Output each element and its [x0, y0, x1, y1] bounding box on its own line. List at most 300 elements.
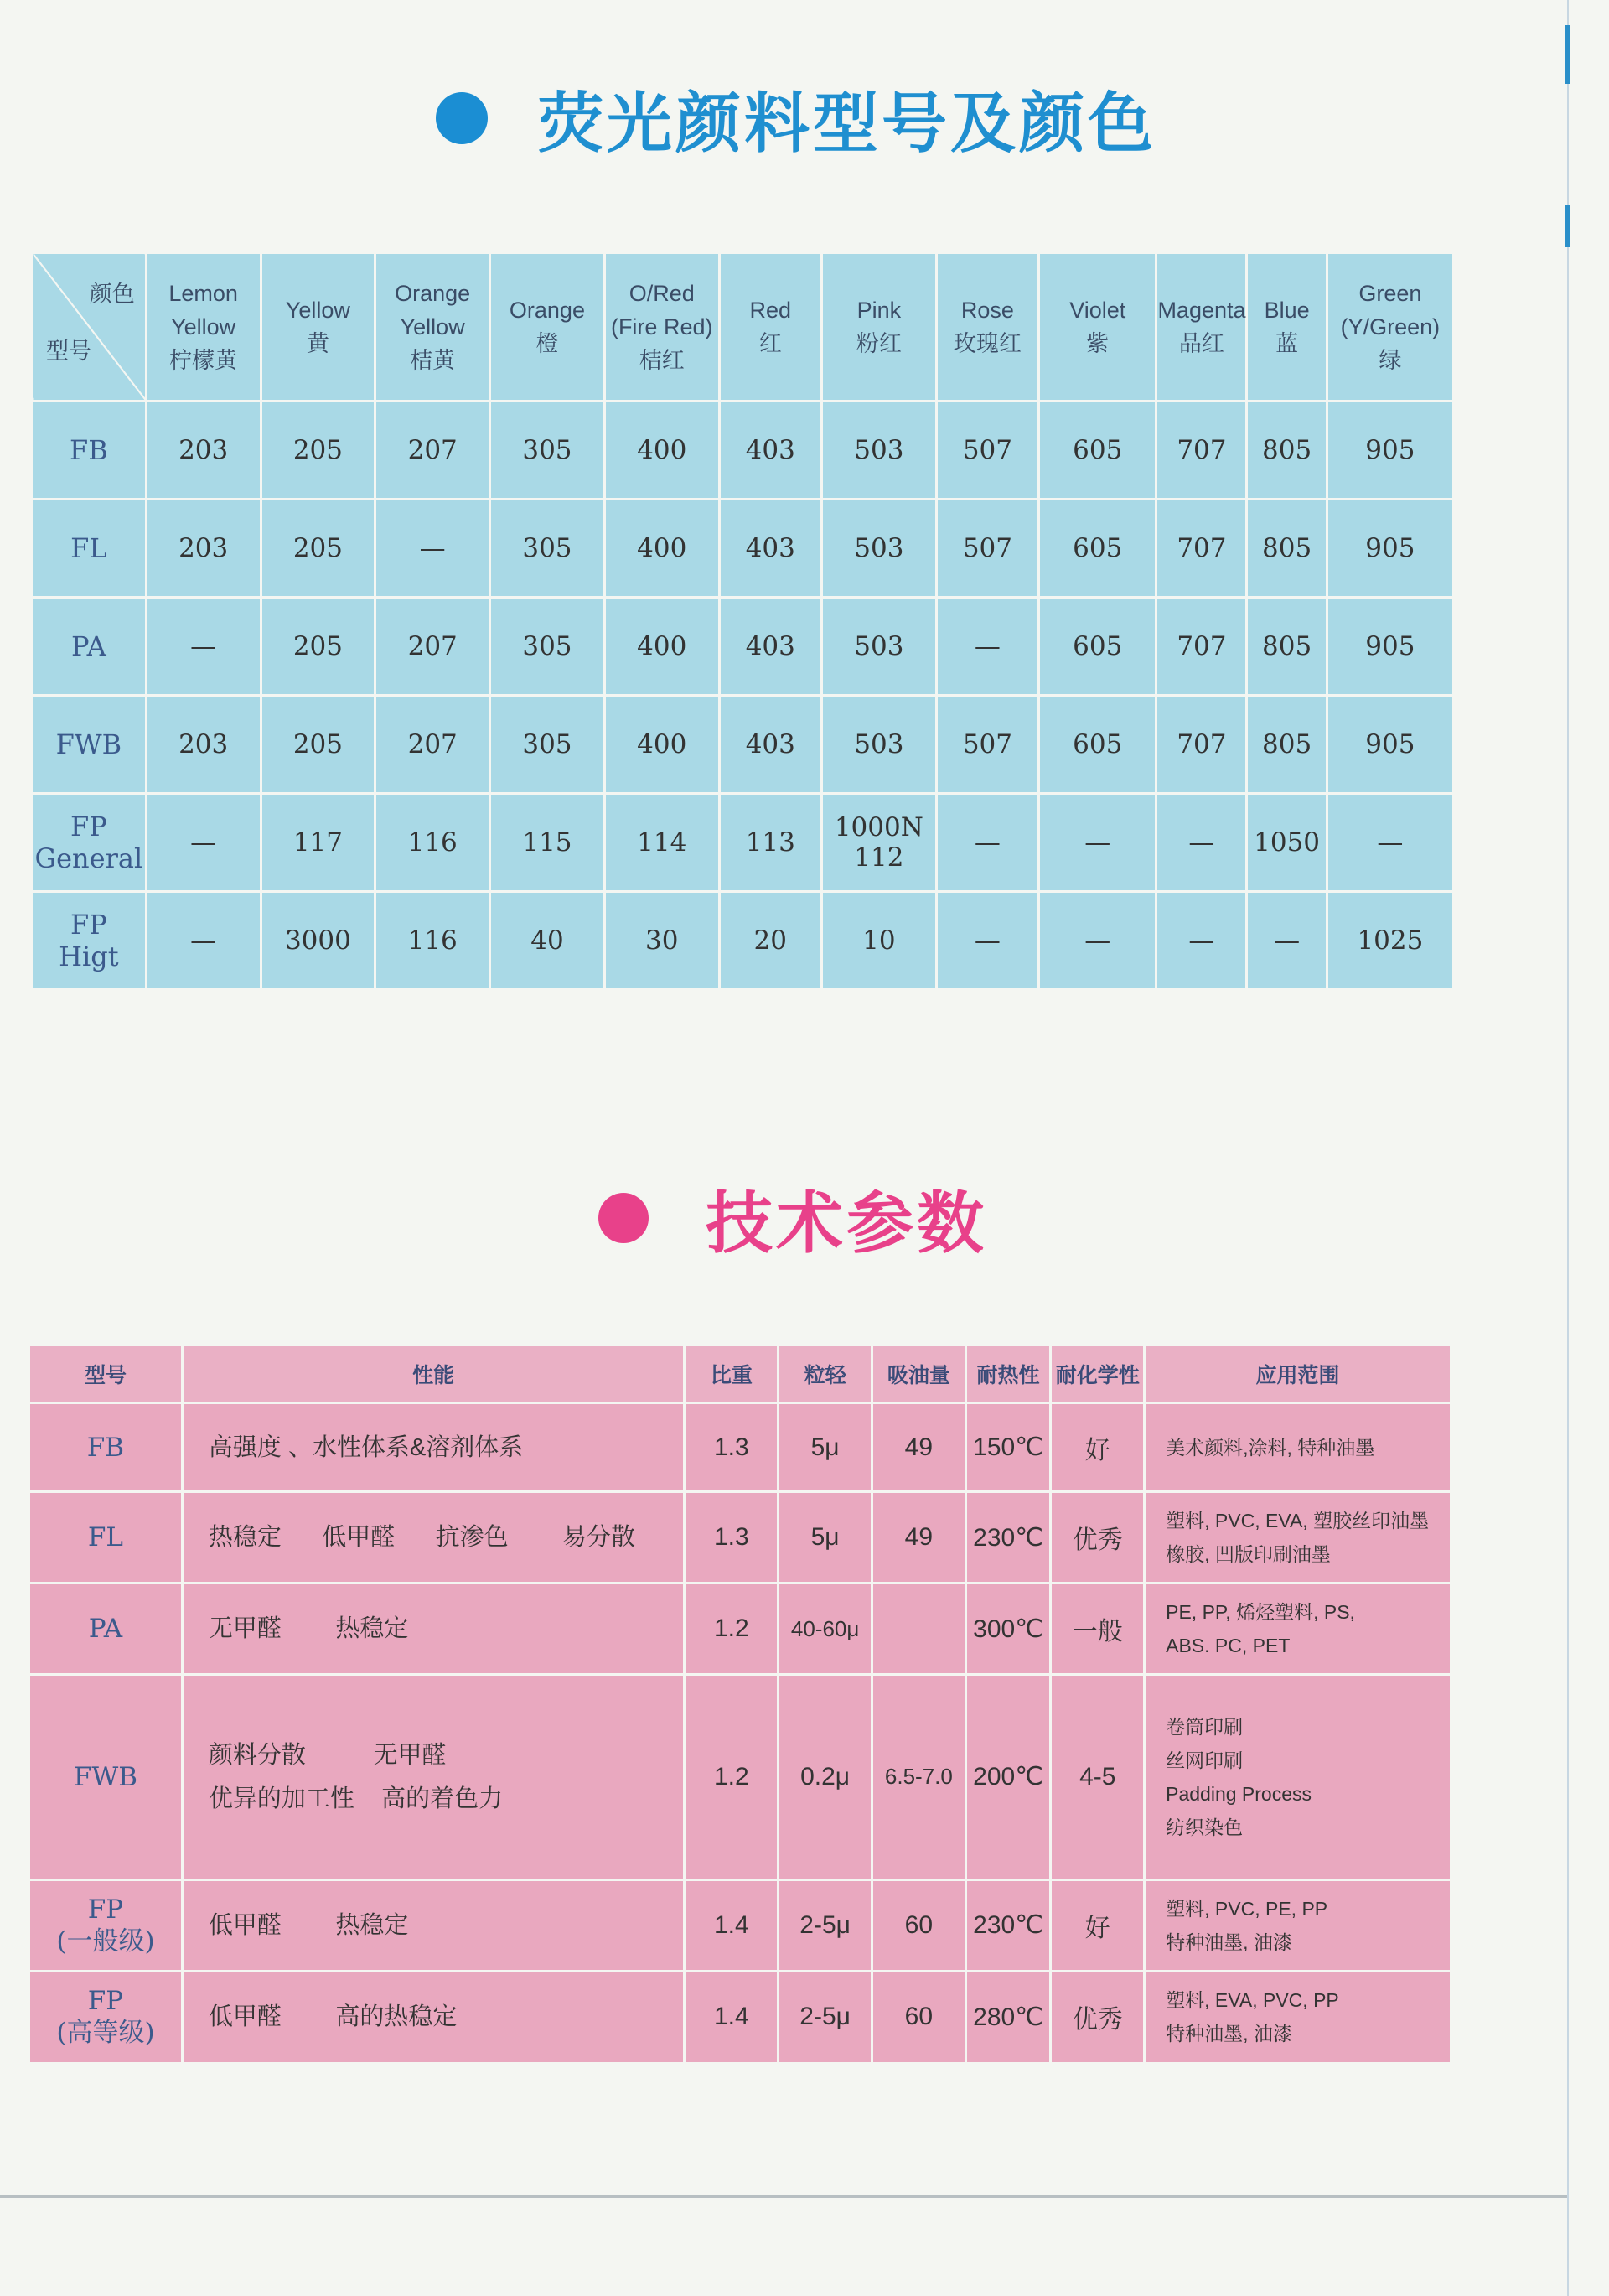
performance-cell: [182, 1583, 685, 1675]
heat-resistance-cell: 200℃: [965, 1675, 1051, 1880]
model-code-cell: [490, 402, 605, 500]
model-code: 205: [292, 435, 343, 465]
density-cell: 1.3: [685, 1492, 779, 1583]
particle-size-cell: 5μ: [779, 1403, 872, 1492]
model-code: 114: [637, 827, 687, 858]
model-label: FB: [86, 1432, 125, 1463]
column-header: 耐热性: [965, 1345, 1051, 1403]
model-code: —: [419, 533, 446, 563]
model-code-cell: [1247, 696, 1327, 794]
oil-absorption-cell: 49: [872, 1403, 965, 1492]
model-code-cell: [1156, 402, 1247, 500]
model-code: 203: [178, 435, 229, 465]
column-header-line: 橙: [535, 331, 559, 356]
model-code-cell: [1039, 696, 1156, 794]
model-code-cell: [1039, 500, 1156, 598]
performance-cell: [182, 1403, 685, 1492]
density-cell: 1.3: [685, 1403, 779, 1492]
chemical-resistance-cell: 优秀: [1051, 1971, 1145, 2063]
model-code-cell: [719, 892, 821, 990]
model-code-cell: [719, 500, 821, 598]
column-header: 性能: [182, 1345, 685, 1403]
model-code-cell: [1327, 892, 1453, 990]
performance-line: 低甲醛 热稳定: [208, 1911, 409, 1939]
model-code-cell: [1247, 892, 1327, 990]
model-code: 503: [854, 533, 904, 563]
model-code: 605: [1073, 729, 1123, 759]
model-code-cell: [146, 696, 261, 794]
model-code: 503: [854, 631, 904, 661]
column-header: 耐化学性: [1051, 1345, 1145, 1403]
chemical-resistance-cell: 一般: [1051, 1583, 1145, 1675]
application-line: 塑料, PVC, PE, PP: [1166, 1897, 1328, 1920]
model-code: 305: [522, 631, 572, 661]
edge-accent: [1565, 205, 1570, 247]
model-code: 205: [292, 729, 343, 759]
table-row: [32, 500, 1454, 598]
performance-line: 低甲醛 高的热稳定: [208, 2003, 458, 2031]
model-code-cell: [375, 598, 490, 696]
model-code-cell: [261, 696, 375, 794]
table-row: [29, 1971, 1451, 2063]
model-code-cell: [821, 402, 936, 500]
model-code: 40: [530, 925, 564, 956]
model-code: 805: [1262, 533, 1312, 563]
model-code-cell: [719, 402, 821, 500]
row-model-cell: [29, 1492, 183, 1583]
page-bottom-rule: [0, 2195, 1567, 2198]
model-label: FP: [70, 811, 107, 842]
model-code: —: [1084, 827, 1111, 858]
section-title-pigment-models: [0, 71, 1609, 165]
column-header-line: (Y/Green): [1340, 314, 1441, 339]
model-code-cell: [375, 402, 490, 500]
model-code-cell: [1156, 794, 1247, 892]
model-code: 1000N: [834, 812, 923, 842]
row-model-cell: [29, 1971, 183, 2063]
corner-label-color: 颜色: [89, 282, 135, 307]
model-code-cell: [1327, 500, 1453, 598]
column-header-line: Yellow: [285, 298, 350, 323]
particle-size-cell: 5μ: [779, 1492, 872, 1583]
model-code: 503: [854, 729, 904, 759]
column-header: [1156, 253, 1247, 402]
performance-line: 热稳定 低甲醛 抗渗色 易分散: [208, 1524, 636, 1552]
model-code-cell: [1156, 598, 1247, 696]
column-header-line: 桔红: [639, 348, 685, 373]
model-code: 115: [522, 827, 572, 858]
application-cell: [1145, 1583, 1451, 1675]
table-row: [32, 598, 1454, 696]
chemical-resistance-cell: 好: [1051, 1879, 1145, 1971]
bullet-dot-icon: [598, 1193, 649, 1243]
performance-cell: [182, 1675, 685, 1880]
column-header-line: 红: [758, 331, 782, 356]
row-model-cell: [32, 500, 147, 598]
table-row: [29, 1403, 1451, 1492]
oil-absorption-cell: 49: [872, 1492, 965, 1583]
model-code-cell: [936, 794, 1038, 892]
model-code-cell: [1247, 794, 1327, 892]
column-header-line: Yellow: [400, 314, 465, 339]
model-code-cell: [146, 402, 261, 500]
row-model-cell: [32, 892, 147, 990]
column-header-line: Pink: [856, 298, 902, 323]
model-code-cell: [936, 598, 1038, 696]
model-code-cell: [261, 892, 375, 990]
model-code-cell: [1156, 696, 1247, 794]
table-row: [29, 1583, 1451, 1675]
application-cell: [1145, 1403, 1451, 1492]
column-header-line: Green: [1358, 281, 1422, 306]
model-code-cell: [261, 402, 375, 500]
model-code: 905: [1365, 435, 1415, 465]
density-cell: 1.4: [685, 1879, 779, 1971]
model-code-cell: [1327, 794, 1453, 892]
corner-label-model: 型号: [46, 339, 91, 364]
model-code-cell: [375, 696, 490, 794]
column-header-line: 蓝: [1275, 331, 1299, 356]
model-code-cell: [936, 500, 1038, 598]
model-code-cell: [1039, 598, 1156, 696]
application-line: 橡胶, 凹版印刷油墨: [1166, 1543, 1331, 1566]
table-row: [32, 892, 1454, 990]
model-label: (一般级): [56, 1925, 155, 1957]
model-code: —: [190, 827, 217, 858]
model-code-cell: [936, 892, 1038, 990]
model-code: 707: [1177, 435, 1227, 465]
model-code-cell: [1156, 500, 1247, 598]
column-header-line: Yellow: [171, 314, 236, 339]
model-code: 403: [745, 533, 795, 563]
column-header-line: Blue: [1264, 298, 1310, 323]
section-title-technical-parameters: [0, 1169, 1609, 1266]
particle-size-cell: 2-5μ: [779, 1971, 872, 2063]
performance-cell: [182, 1492, 685, 1583]
column-header: 型号: [29, 1345, 183, 1403]
model-code-cell: [261, 500, 375, 598]
particle-size-cell: 2-5μ: [779, 1879, 872, 1971]
model-code: 605: [1073, 631, 1123, 661]
application-line: 特种油墨, 油漆: [1166, 2023, 1292, 2045]
chemical-resistance-cell: 优秀: [1051, 1492, 1145, 1583]
model-code: 207: [407, 435, 458, 465]
row-model-cell: [29, 1583, 183, 1675]
model-code: —: [974, 631, 1001, 661]
model-code: 3000: [284, 925, 351, 956]
model-code-cell: [1327, 598, 1453, 696]
model-code: 905: [1365, 533, 1415, 563]
heat-resistance-cell: 280℃: [965, 1971, 1051, 2063]
model-code: 707: [1177, 533, 1227, 563]
model-code: 117: [292, 827, 343, 858]
column-header: 粒轻: [779, 1345, 872, 1403]
model-code: 116: [407, 827, 458, 858]
oil-absorption-cell: 60: [872, 1971, 965, 2063]
model-code-cell: [490, 500, 605, 598]
column-header: 吸油量: [872, 1345, 965, 1403]
model-code: 112: [854, 842, 904, 873]
model-code-cell: [821, 598, 936, 696]
model-code-cell: [821, 500, 936, 598]
model-code: 400: [637, 631, 687, 661]
application-line: 丝网印刷: [1166, 1749, 1244, 1771]
model-code: 305: [522, 533, 572, 563]
model-code: 707: [1177, 631, 1227, 661]
table-header-row: [29, 1345, 1451, 1403]
model-code: —: [190, 631, 217, 661]
model-code: 403: [745, 729, 795, 759]
column-header: [375, 253, 490, 402]
model-code-cell: [490, 892, 605, 990]
column-header: [719, 253, 821, 402]
model-code-cell: [490, 598, 605, 696]
model-code: —: [1377, 827, 1404, 858]
column-header-line: Lemon: [168, 281, 238, 306]
model-code: —: [1084, 925, 1111, 956]
column-header: [1247, 253, 1327, 402]
model-code-cell: [1156, 892, 1247, 990]
application-cell: [1145, 1971, 1451, 2063]
density-cell: 1.2: [685, 1675, 779, 1880]
chemical-resistance-cell: 4-5: [1051, 1675, 1145, 1880]
model-code-cell: [1247, 402, 1327, 500]
model-code: —: [1274, 925, 1301, 956]
model-label: FWB: [73, 1761, 138, 1792]
application-line: 卷筒印刷: [1166, 1715, 1244, 1738]
model-code: 805: [1262, 435, 1312, 465]
bullet-dot-icon: [436, 92, 488, 144]
model-code-cell: [1247, 598, 1327, 696]
application-line: 特种油墨, 油漆: [1166, 1931, 1292, 1953]
model-code: —: [974, 925, 1001, 956]
model-code-cell: [146, 500, 261, 598]
column-header: [821, 253, 936, 402]
model-label: PA: [71, 630, 106, 662]
model-label: FL: [70, 532, 107, 564]
model-label: FP: [87, 1986, 124, 2017]
model-code-cell: [261, 794, 375, 892]
row-model-cell: [32, 794, 147, 892]
column-header-line: Red: [749, 298, 792, 323]
column-header-line: Magenta: [1157, 298, 1246, 323]
model-code: 305: [522, 729, 572, 759]
model-code-cell: [604, 794, 719, 892]
column-header: [604, 253, 719, 402]
model-code: 507: [962, 729, 1012, 759]
model-code: 507: [962, 533, 1012, 563]
particle-size-cell: 0.2μ: [779, 1675, 872, 1880]
model-code: 400: [637, 533, 687, 563]
column-header: 比重: [685, 1345, 779, 1403]
column-header-line: 粉红: [856, 331, 902, 356]
model-code-cell: [604, 892, 719, 990]
model-code: 203: [178, 729, 229, 759]
section-title-text: 荧光颜料型号及颜色: [537, 86, 1156, 162]
table-row: [29, 1492, 1451, 1583]
performance-cell: [182, 1971, 685, 2063]
model-code-cell: [1039, 794, 1156, 892]
column-header-line: (Fire Red): [610, 314, 713, 339]
application-cell: [1145, 1675, 1451, 1880]
performance-line: 无甲醛 热稳定: [208, 1615, 409, 1643]
model-code-cell: [1247, 500, 1327, 598]
model-code-cell: [719, 598, 821, 696]
corner-header-cell: [32, 253, 147, 402]
model-code-cell: [375, 500, 490, 598]
model-code: 10: [862, 925, 896, 956]
model-label: FP: [87, 1894, 124, 1925]
model-code: 205: [292, 533, 343, 563]
model-code: 503: [854, 435, 904, 465]
column-header: [146, 253, 261, 402]
density-cell: 1.2: [685, 1583, 779, 1675]
oil-absorption-cell: 60: [872, 1879, 965, 1971]
application-line: PE, PP, 烯烃塑料, PS,: [1166, 1601, 1355, 1624]
model-code-cell: [719, 794, 821, 892]
model-code-cell: [490, 696, 605, 794]
performance-cell: [182, 1879, 685, 1971]
heat-resistance-cell: 230℃: [965, 1879, 1051, 1971]
model-code: —: [1188, 925, 1215, 956]
column-header-line: Orange: [509, 298, 585, 323]
table-row: [32, 402, 1454, 500]
model-code: 905: [1365, 631, 1415, 661]
column-header-line: Orange: [395, 281, 471, 306]
model-code-cell: [146, 794, 261, 892]
model-code: 305: [522, 435, 572, 465]
model-code-cell: [146, 598, 261, 696]
application-cell: [1145, 1492, 1451, 1583]
row-model-cell: [32, 696, 147, 794]
application-cell: [1145, 1879, 1451, 1971]
heat-resistance-cell: 230℃: [965, 1492, 1051, 1583]
column-header: [1327, 253, 1453, 402]
table-row: [32, 696, 1454, 794]
heat-resistance-cell: 150℃: [965, 1403, 1051, 1492]
model-code: 207: [407, 729, 458, 759]
model-code: —: [974, 827, 1001, 858]
technical-parameters-table: [28, 1344, 1452, 2065]
density-cell: 1.4: [685, 1971, 779, 2063]
table-body: [29, 1403, 1451, 2064]
model-code: 707: [1177, 729, 1227, 759]
model-code: 116: [407, 925, 458, 956]
model-code-cell: [821, 892, 936, 990]
row-model-cell: [32, 598, 147, 696]
model-code: 1050: [1254, 827, 1321, 858]
table-row: [32, 794, 1454, 892]
oil-absorption-cell: 6.5-7.0: [872, 1675, 965, 1880]
heat-resistance-cell: 300℃: [965, 1583, 1051, 1675]
model-code: 605: [1073, 533, 1123, 563]
model-code: 805: [1262, 631, 1312, 661]
model-label: General: [34, 842, 143, 874]
model-code-cell: [1039, 402, 1156, 500]
model-code-cell: [821, 696, 936, 794]
model-label: FB: [70, 434, 108, 466]
column-header-line: O/Red: [629, 281, 695, 306]
performance-line: 颜料分散 无甲醛: [208, 1741, 447, 1769]
model-label: PA: [88, 1614, 123, 1645]
model-code-cell: [375, 794, 490, 892]
model-code-cell: [936, 402, 1038, 500]
model-code: —: [1188, 827, 1215, 858]
model-label: (高等级): [56, 2018, 155, 2049]
model-code: 403: [745, 435, 795, 465]
section-title-text: 技术参数: [706, 1184, 987, 1262]
row-model-cell: [32, 402, 147, 500]
model-code-cell: [604, 500, 719, 598]
model-code: 507: [962, 435, 1012, 465]
model-code: 113: [745, 827, 795, 858]
model-code: 400: [637, 729, 687, 759]
table-body: [32, 402, 1454, 990]
model-code-cell: [604, 402, 719, 500]
model-code-cell: [146, 892, 261, 990]
model-code-cell: [1039, 892, 1156, 990]
column-header: [490, 253, 605, 402]
model-code: 207: [407, 631, 458, 661]
model-label: FP: [70, 909, 107, 941]
column-header: [1039, 253, 1156, 402]
model-code: 403: [745, 631, 795, 661]
column-header-line: 桔黄: [410, 348, 456, 373]
model-code-cell: [1327, 696, 1453, 794]
row-model-cell: [29, 1879, 183, 1971]
table-row: [29, 1879, 1451, 1971]
model-code: 605: [1073, 435, 1123, 465]
particle-size-cell: 40-60μ: [779, 1583, 872, 1675]
model-code: 1025: [1357, 925, 1424, 956]
model-code-cell: [261, 598, 375, 696]
pigment-model-color-table: [30, 251, 1455, 991]
column-header-line: 黄: [306, 331, 329, 356]
model-code: 805: [1262, 729, 1312, 759]
application-line: ABS. PC, PET: [1166, 1635, 1291, 1657]
column-header-line: Violet: [1069, 298, 1126, 323]
column-header-line: 玫瑰红: [953, 331, 1022, 356]
column-header-line: 紫: [1086, 331, 1110, 356]
model-code: —: [190, 925, 217, 956]
application-line: 塑料, EVA, PVC, PP: [1166, 1989, 1339, 2012]
model-code-cell: [604, 598, 719, 696]
model-code-cell: [719, 696, 821, 794]
column-header: [261, 253, 375, 402]
performance-line: 高强度 、水性体系&溶剂体系: [208, 1433, 524, 1461]
oil-absorption-cell: [872, 1583, 965, 1675]
table-row: [29, 1675, 1451, 1880]
model-code: 20: [753, 925, 787, 956]
table-header-row: [32, 253, 1454, 402]
column-header-line: 绿: [1379, 348, 1402, 373]
model-code-cell: [490, 794, 605, 892]
model-code-cell: [375, 892, 490, 990]
page-edge-line: [1567, 0, 1569, 2296]
model-code-cell: [604, 696, 719, 794]
chemical-resistance-cell: 好: [1051, 1403, 1145, 1492]
model-code: 203: [178, 533, 229, 563]
column-header-line: 柠檬黄: [169, 348, 238, 373]
model-code-cell: [821, 794, 936, 892]
model-code: 205: [292, 631, 343, 661]
column-header-line: Rose: [960, 298, 1014, 323]
model-label: FL: [87, 1522, 123, 1553]
model-code-cell: [936, 696, 1038, 794]
model-code: 30: [644, 925, 679, 956]
application-line: 纺织染色: [1166, 1816, 1244, 1838]
model-code: 400: [637, 435, 687, 465]
